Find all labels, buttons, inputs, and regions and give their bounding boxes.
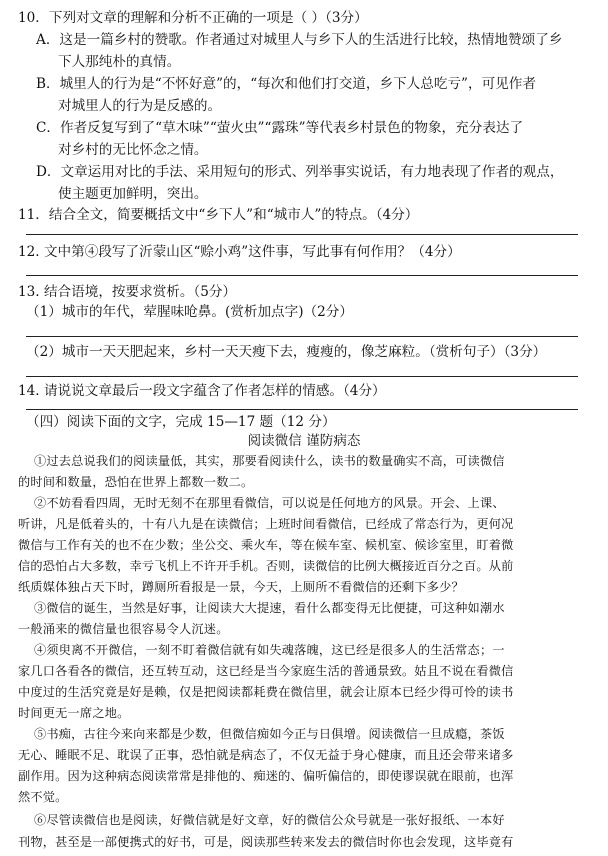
- paragraph-6-line1: ⑥尽管读微信也是阅读，好微信就是好文章，好的微信公众号就是一张好报纸、一本好: [34, 813, 505, 827]
- q13-sub1: （1）城市的年代，荤腥味呛鼻。(赏析加点字)（2分）: [26, 304, 353, 320]
- paragraph-4-line4: 时间更无一席之地。: [18, 706, 130, 720]
- paragraph-2-line5: 纸质媒体独占天下时，蹲厕所看报是一景，今天，上厕所不看微信的还剩下多少？: [18, 580, 464, 594]
- paragraph-2-line2: 听讲，凡是低着头的，十有八九是在读微信；上班时间看微信，已经成了常态行为，更何况: [18, 517, 514, 531]
- q10-option-b-line1: B．城里人的行为是“不怀好意”的，“每次和他们打交道，乡下人总吃亏”，可见作者: [36, 76, 536, 92]
- paragraph-2-line3: 微信与工作有关的也不在少数；坐公交、乘火车，等在候车室、候机室、候诊室里，盯着微: [18, 538, 514, 552]
- paragraph-5-line2: 无心、睡眠不足、耽误了正事，恐怕就是病态了，不仅无益于身心健康，而且还会带来诸多: [18, 748, 514, 762]
- answer-line-q14[interactable]: [26, 409, 578, 410]
- q10-option-a-line2: 下人那纯朴的真情。: [58, 54, 181, 70]
- answer-line-q11[interactable]: [26, 234, 578, 235]
- q11-stem: 11．结合全文，简要概括文中“乡下人”和“城市人”的特点。（4分）: [18, 207, 419, 223]
- paragraph-1-line1: ①过去总说我们的阅读量低，其实，那要看阅读什么，读书的数量确实不高，可读微信: [34, 454, 505, 468]
- answer-line-q13-1[interactable]: [26, 336, 578, 337]
- q14-stem: 14. 请说说文章最后一段文字蕴含了作者怎样的情感。（4分）: [18, 383, 386, 399]
- paragraph-4-line1: ④须臾离不开微信，一刻不盯着微信就有如失魂落魄，这已经是很多人的生活常态；一: [34, 643, 505, 657]
- paragraph-1-line2: 的时间和数量，恐怕在世界上都数一数二。: [18, 475, 254, 489]
- q10-stem: 10．下列对文章的理解和分析不正确的一项是（ ）（3分）: [18, 10, 368, 26]
- paragraph-5-line1: ⑤书痴，古往今来向来都是少数，但微信痴如今正与日俱增。阅读微信一旦成瘾，茶饭: [34, 727, 505, 741]
- answer-line-q12[interactable]: [26, 275, 578, 276]
- answer-line-q13-2[interactable]: [26, 376, 578, 377]
- paragraph-5-line3: 副作用。因为这种病态阅读常常是排他的、痴迷的、偏听偏信的，即使谬误就在眼前，也浑: [18, 769, 514, 783]
- paragraph-2-line4: 信的恐怕占大多数，幸亏飞机上不许开手机。否则，读微信的比例大概接近百分之百。从前: [18, 559, 514, 573]
- q10-option-a-line1: A．这是一篇乡村的赞歌。作者通过对城里人与乡下人的生活进行比较，热情地赞颂了乡: [36, 32, 563, 48]
- q10-option-b-line2: 对城里人的行为是反感的。: [58, 98, 222, 114]
- paragraph-3-line2: 一般涌来的微信量也很容易令人沉迷。: [18, 622, 229, 636]
- q12-stem: 12. 文中第④段写了沂蒙山区“赊小鸡”这件事，写此事有何作用？（4分）: [18, 244, 461, 260]
- q10-option-d-line2: 使主题更加鲜明，突出。: [58, 186, 208, 202]
- paragraph-4-line3: 中度过的生活究竟是好是赖，仅是把阅读都耗费在微信里，就会让原本已经少得可怜的读书: [18, 685, 514, 699]
- paragraph-5-line4: 然不觉。: [18, 790, 68, 804]
- paragraph-4-line2: 家几口各看各的微信，还互转互动，这已经是当今家庭生活的普通景致。姑且不说在看微信: [18, 664, 514, 678]
- section4-heading: （四）阅读下面的文字，完成 15—17 题（12 分）: [26, 414, 336, 430]
- passage-title: 阅读微信 谨防病态: [247, 433, 361, 449]
- q10-option-c-line1: C．作者反复写到了“草木味”“萤火虫”“露珠”等代表乡村景色的物象，充分表达了: [36, 120, 524, 136]
- paragraph-3-line1: ③微信的诞生，当然是好事，让阅读大大提速，看什么都变得无比便捷，可这种如潮水: [34, 601, 505, 615]
- paragraph-2-line1: ②不妨看看四周，无时无刻不在那里看微信，可以说是任何地方的风景。开会、上课、: [34, 496, 505, 510]
- q13-sub2: （2）城市一天天肥起来，乡村一天天瘦下去，瘦瘦的，像芝麻粒。（赏析句子）（3分）: [26, 344, 547, 360]
- q10-option-c-line2: 对乡村的无比怀念之情。: [58, 142, 208, 158]
- paragraph-6-line2: 刊物，甚至是一部便携式的好书，可是，阅读那些转来发去的微信时你也会发现，这毕竟有: [18, 835, 514, 849]
- q13-stem: 13. 结合语境，按要求赏析。（5分）: [18, 284, 237, 300]
- q10-option-d-line1: D．文章运用对比的手法、采用短句的形式、列举事实说话，有力地表现了作者的观点，: [36, 164, 564, 180]
